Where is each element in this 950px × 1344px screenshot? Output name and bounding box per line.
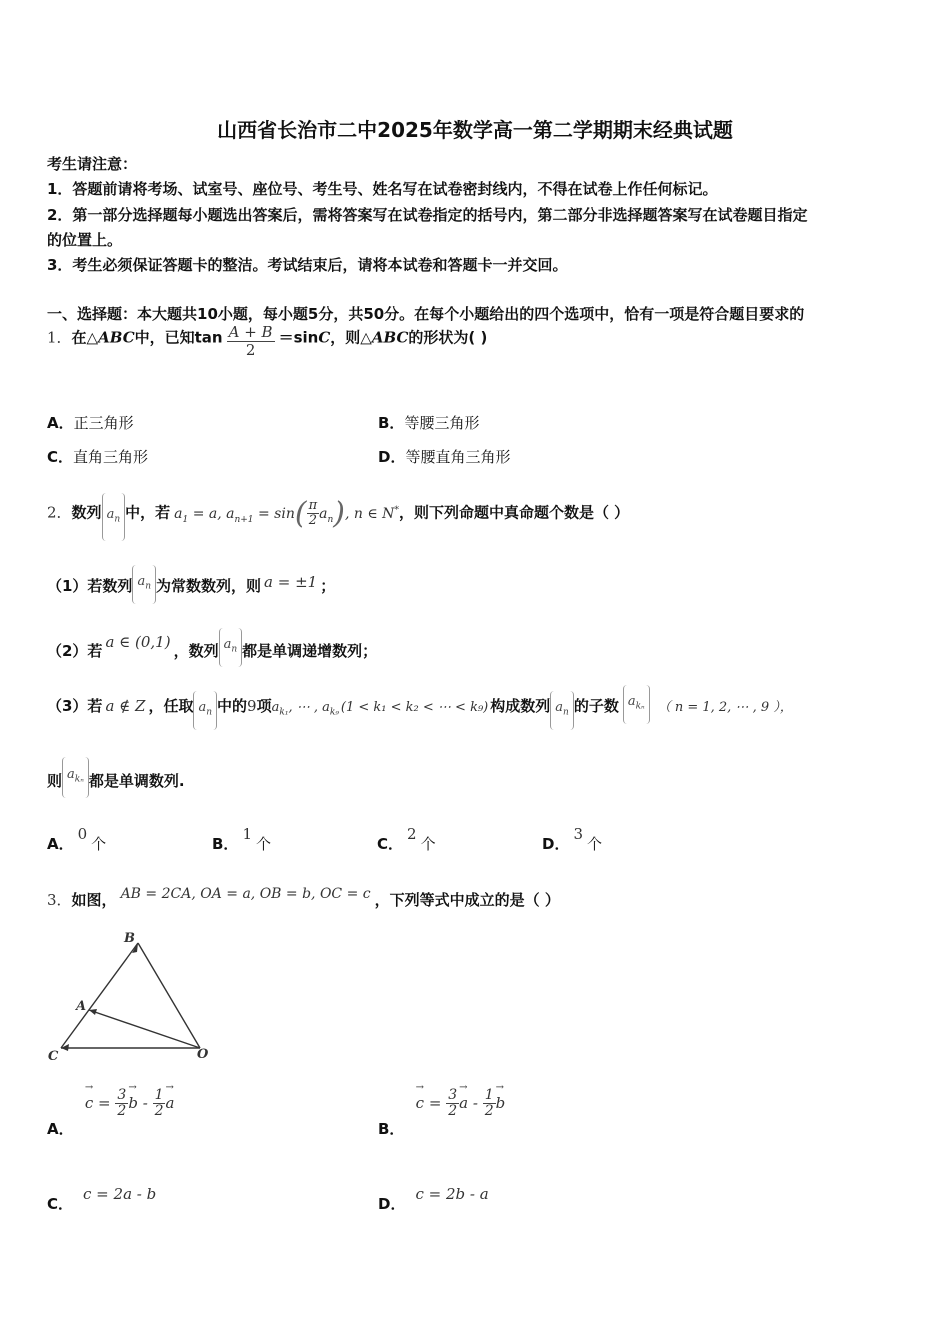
- sequence-an: $a_n$: [193, 691, 217, 730]
- question-1: [47, 324, 487, 372]
- q2-text: ，则下列命题中真命题个数是（ ）: [398, 503, 630, 522]
- statement-3: （3）若 a ∉ Z ，任取 $a_n$ 中的9项$a_{k_1}$, ⋯ , $a_{k_9}$ (1 < k₁ < k₂ < ⋯ < k₉) 构成数列 $a_n$ 的子数 $a_{k_n}$ （ n = 1, 2, ⋯ , 9 ），: [47, 685, 793, 730]
- segment-bc: [61, 943, 138, 1048]
- q2-text: 数列: [71, 503, 102, 522]
- q2-formula: $a_1 = a$, $a_{n+1} = \sin$( $\frac{\pi}{2}$ $a_n$), n ∈ N*: [174, 495, 399, 531]
- q1-text: ，则△: [330, 328, 372, 347]
- question-number: 3．: [47, 891, 72, 909]
- subsequence-akn: $a_{k_n}$: [623, 685, 650, 724]
- q1-abc: ABC: [98, 328, 135, 347]
- q1-c: C: [318, 328, 331, 347]
- q3-formula: AB = 2CA, OA = a, OB = b, OC = c: [120, 886, 371, 902]
- q1-text: 的形状为( ): [408, 328, 488, 347]
- option-a[interactable]: A．正三角形: [47, 414, 134, 432]
- option-c[interactable]: C．c = 2a - b: [47, 1185, 157, 1213]
- label-c: C: [48, 1049, 59, 1064]
- notice-item: 1．答题前请将考场、试室号、座位号、考生号、姓名写在试卷密封线内，不得在试卷上作任何标记。: [47, 180, 718, 198]
- option-b[interactable]: B．等腰三角形: [378, 414, 480, 432]
- option-d[interactable]: D．等腰直角三角形: [378, 448, 511, 466]
- s3-formula: a ∉ Z: [105, 697, 146, 715]
- question-number: 1．: [47, 328, 72, 347]
- label-o: O: [197, 1047, 209, 1062]
- s3-terms: $a_{k_1}$, ⋯ , $a_{k_9}$: [271, 700, 339, 718]
- sequence-an: $a_n$: [132, 565, 156, 604]
- q2-text: 中，若: [125, 503, 171, 522]
- sequence-an: $a_n$: [102, 493, 126, 542]
- subsequence-akn: $a_{k_n}$: [62, 757, 89, 798]
- option-a[interactable]: A．0个: [47, 825, 107, 853]
- option-b[interactable]: B． → c = $\frac{3}{2}$ → a - $\frac{1}{2}$ → b: [378, 1088, 505, 1138]
- page-title: 山西省长治市二中2025年数学高一第二学期期末经典试题: [217, 118, 733, 142]
- statement-1: （1）若数列 $a_n$ 为常数数列，则 a = ±1 ；: [47, 565, 335, 604]
- option-c[interactable]: C．直角三角形: [47, 448, 149, 466]
- q1-text: 在△: [71, 328, 99, 347]
- notice-item: 2．第一部分选择题每小题选出答案后，需将答案写在试卷指定的括号内，第二部分非选择题答案写在试卷题目指定: [47, 206, 808, 224]
- statement-3-cont: 则 $a_{k_n}$ 都是单调数列.: [47, 757, 185, 799]
- option-a[interactable]: A． → c = $\frac{3}{2}$ → b - $\frac{1}{2}$ → a: [47, 1088, 174, 1138]
- s2-formula: a ∈ (0,1): [105, 633, 171, 651]
- notice-heading: 考生请注意：: [47, 155, 138, 173]
- s1-formula: a = ±1: [264, 573, 318, 591]
- triangle-figure: [44, 928, 219, 1068]
- sequence-an: $a_n$: [219, 628, 243, 667]
- question-3: 3．如图， AB = 2CA, OA = a, OB = b, OC = c ，下列等式中成立的是（ ）: [47, 886, 560, 909]
- statement-2: （2）若 a ∈ (0,1) ，数列 $a_n$ 都是单调递增数列；: [47, 625, 377, 668]
- label-b: B: [124, 931, 135, 946]
- s3-inequality: (1 < k₁ < k₂ < ⋯ < k₉): [340, 700, 489, 715]
- q1-text: 中，已知tan: [134, 328, 223, 347]
- option-d[interactable]: D．c = 2b - a: [378, 1185, 489, 1213]
- s3-range: （ n = 1, 2, ⋯ , 9 ），: [657, 700, 793, 715]
- q1-abc: ABC: [371, 328, 409, 347]
- arrow-c: [61, 1044, 69, 1051]
- question-2: [47, 488, 629, 532]
- arrow-a: [89, 1009, 97, 1015]
- notice-item: 3．考生必须保证答题卡的整洁。考试结束后，请将本试卷和答题卡一并交回。: [47, 256, 568, 274]
- segment-oa: [89, 1010, 200, 1048]
- label-a: A: [76, 999, 87, 1014]
- option-c[interactable]: C．2个: [377, 825, 436, 853]
- segment-bo: [138, 943, 200, 1048]
- option-d[interactable]: D．3个: [542, 825, 603, 853]
- q1-text: ＝sin: [278, 328, 319, 347]
- notice-item: 的位置上。: [47, 231, 123, 249]
- q1-fraction: $\frac{A + B}{2}$: [228, 323, 273, 359]
- option-b[interactable]: B．1个: [212, 825, 271, 853]
- question-number: 2．: [47, 503, 72, 522]
- section-heading: 一、选择题：本大题共10小题，每小题5分，共50分。在每个小题给出的四个选项中，恰有一项是符合题目要求的: [47, 305, 805, 323]
- sequence-an: $a_n$: [550, 691, 574, 730]
